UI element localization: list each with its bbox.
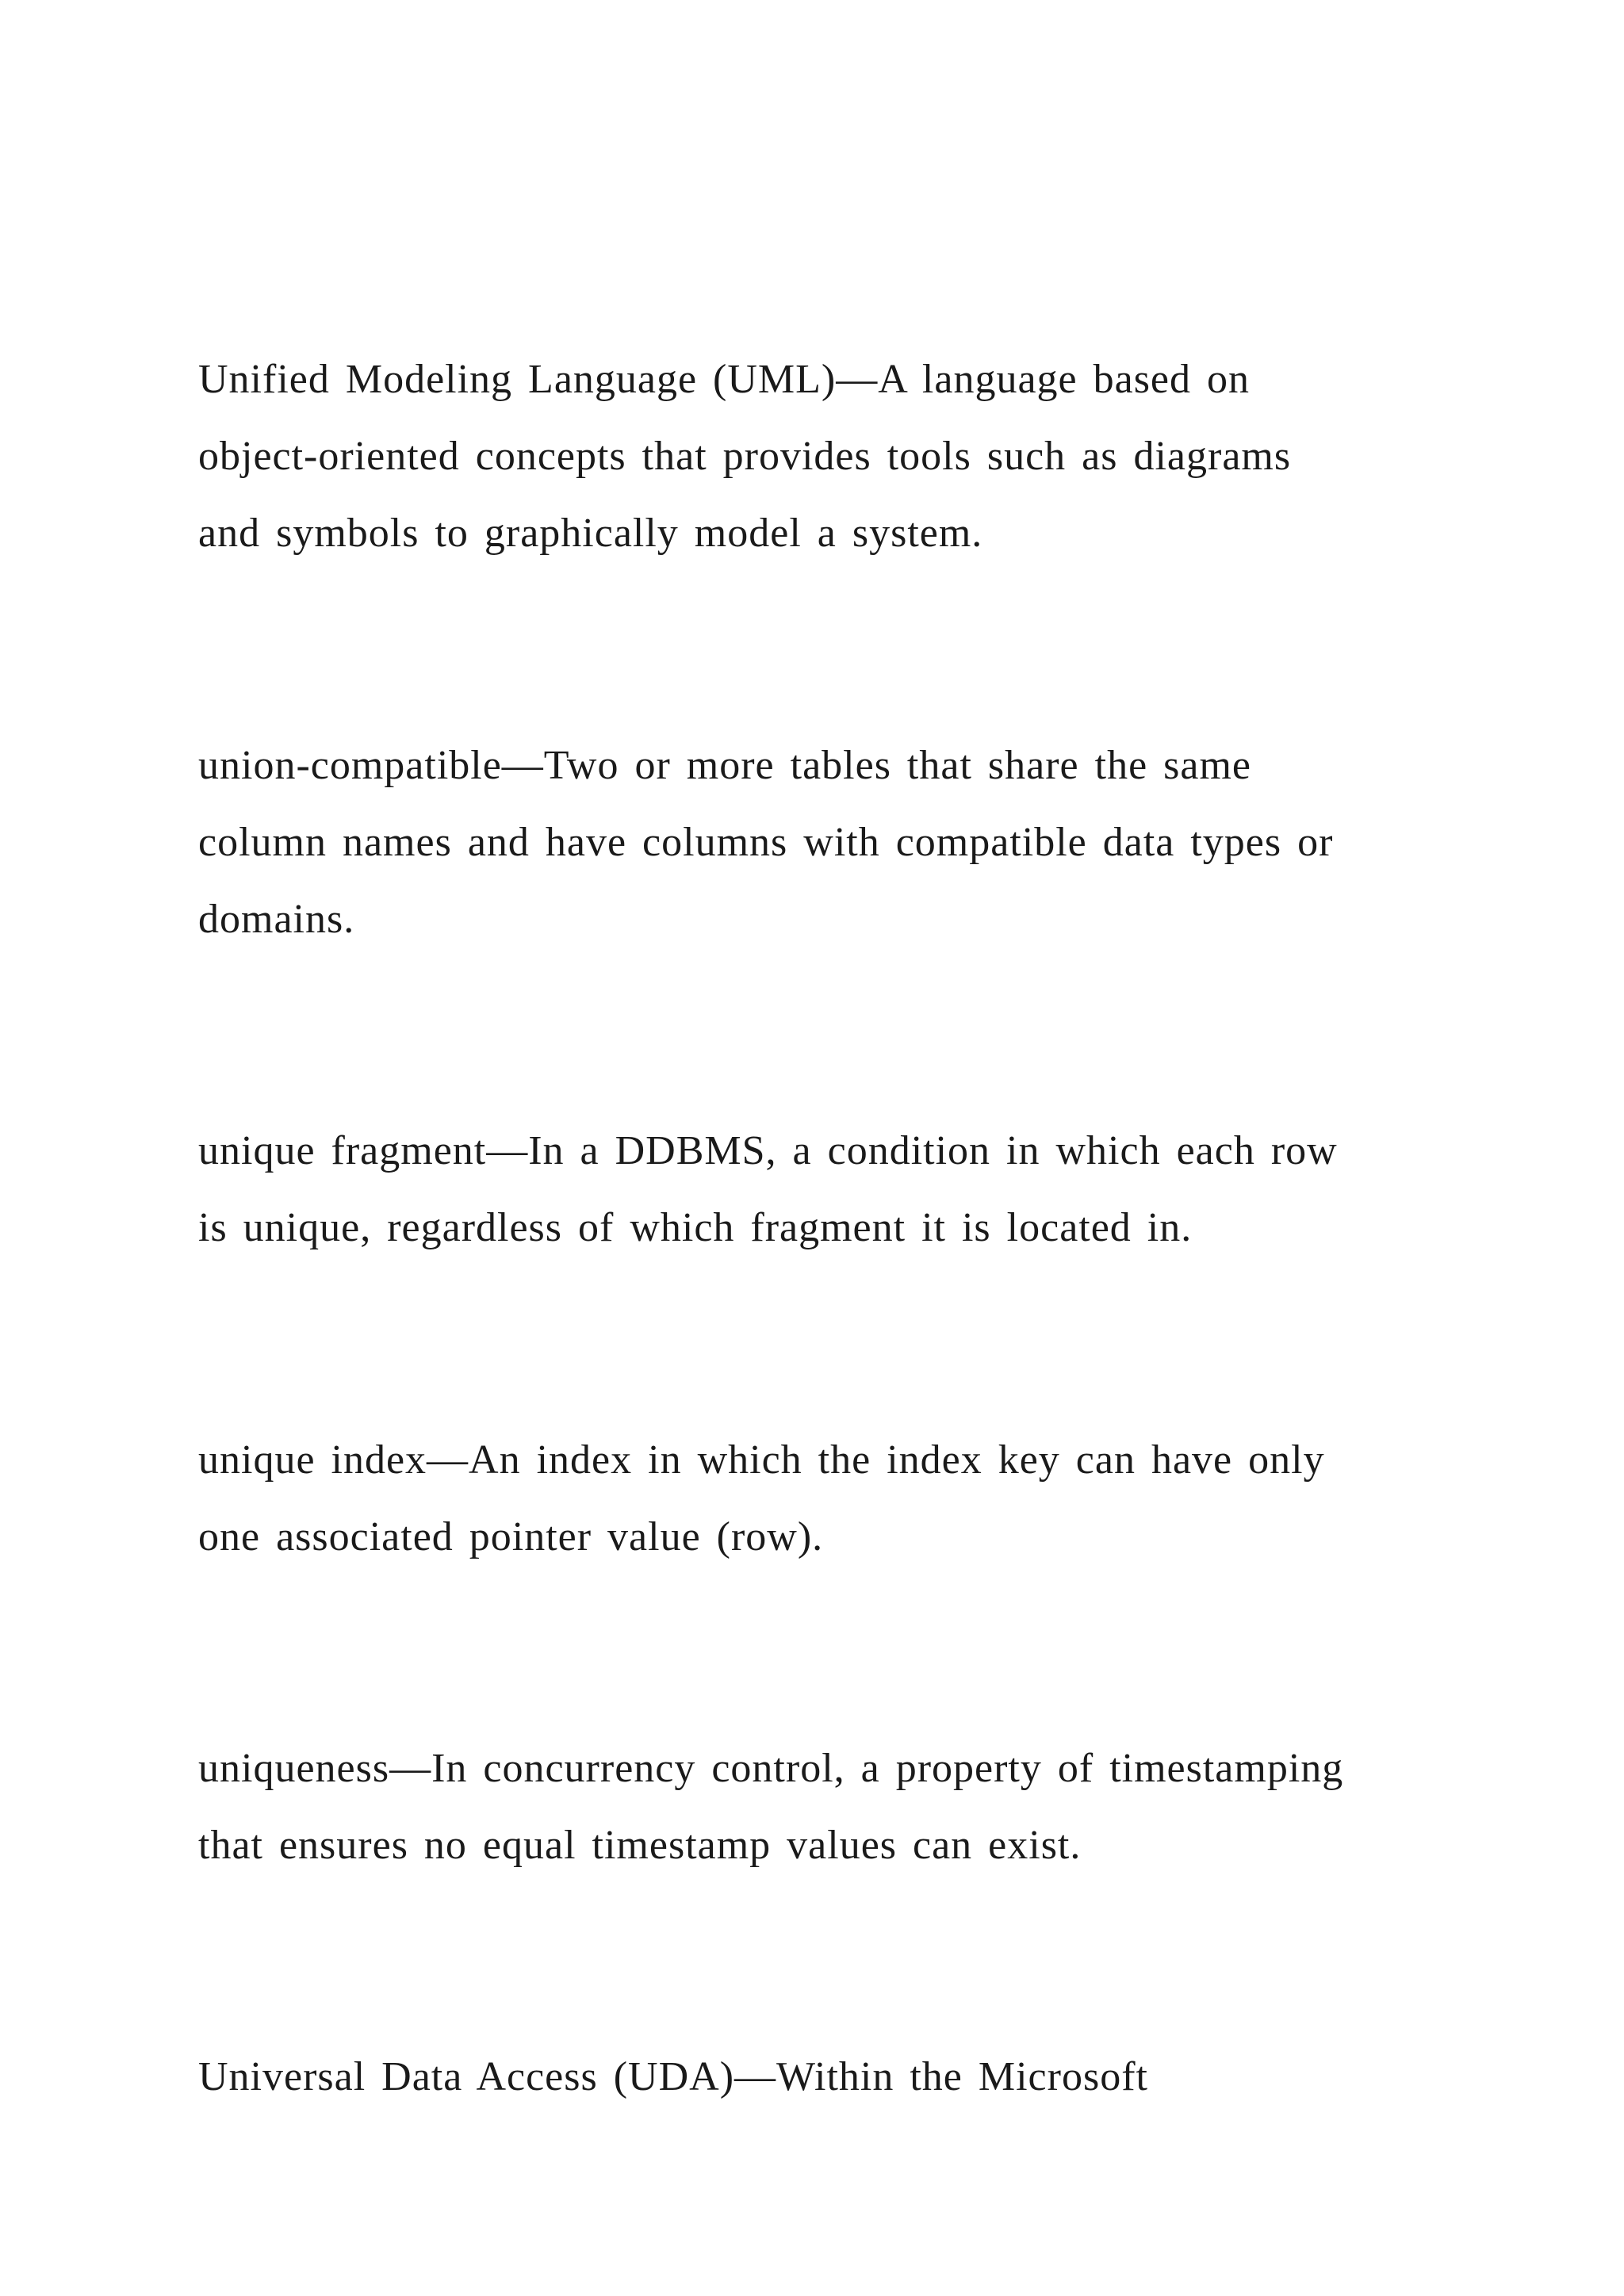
entry-line: uniqueness—In concurrency control, a property of timestamping xyxy=(198,1746,1344,1791)
entry-line: column names and have columns with compatible data types or xyxy=(198,820,1334,865)
entry-line: Unified Modeling Language (UML)—A language based on xyxy=(198,357,1251,402)
entry-line: that ensures no equal timestamp values can exist. xyxy=(198,1823,1082,1868)
entry-line: and symbols to graphically model a system. xyxy=(198,511,983,556)
entry-line: one associated pointer value (row). xyxy=(198,1514,824,1559)
glossary-entry-union-compatible xyxy=(198,727,1467,958)
entry-line: domains. xyxy=(198,897,355,942)
glossary-entry-uniqueness xyxy=(198,1730,1467,1884)
entry-line: union-compatible—Two or more tables that share the same xyxy=(198,743,1251,788)
entry-line: object-oriented concepts that provides tools such as diagrams xyxy=(198,434,1292,479)
glossary-entry-unique-fragment xyxy=(198,1112,1467,1266)
glossary-entry-universal-data-access xyxy=(198,2038,1467,2115)
entry-line: Universal Data Access (UDA)—Within the Microsoft xyxy=(198,2054,1148,2099)
glossary-entry-uml xyxy=(198,341,1467,572)
entry-line: unique index—An index in which the index key can have only xyxy=(198,1437,1325,1483)
glossary-entry-unique-index xyxy=(198,1422,1467,1575)
entry-line: unique fragment—In a DDBMS, a condition in which each row xyxy=(198,1128,1338,1173)
entry-line: is unique, regardless of which fragment it is located in. xyxy=(198,1205,1193,1250)
